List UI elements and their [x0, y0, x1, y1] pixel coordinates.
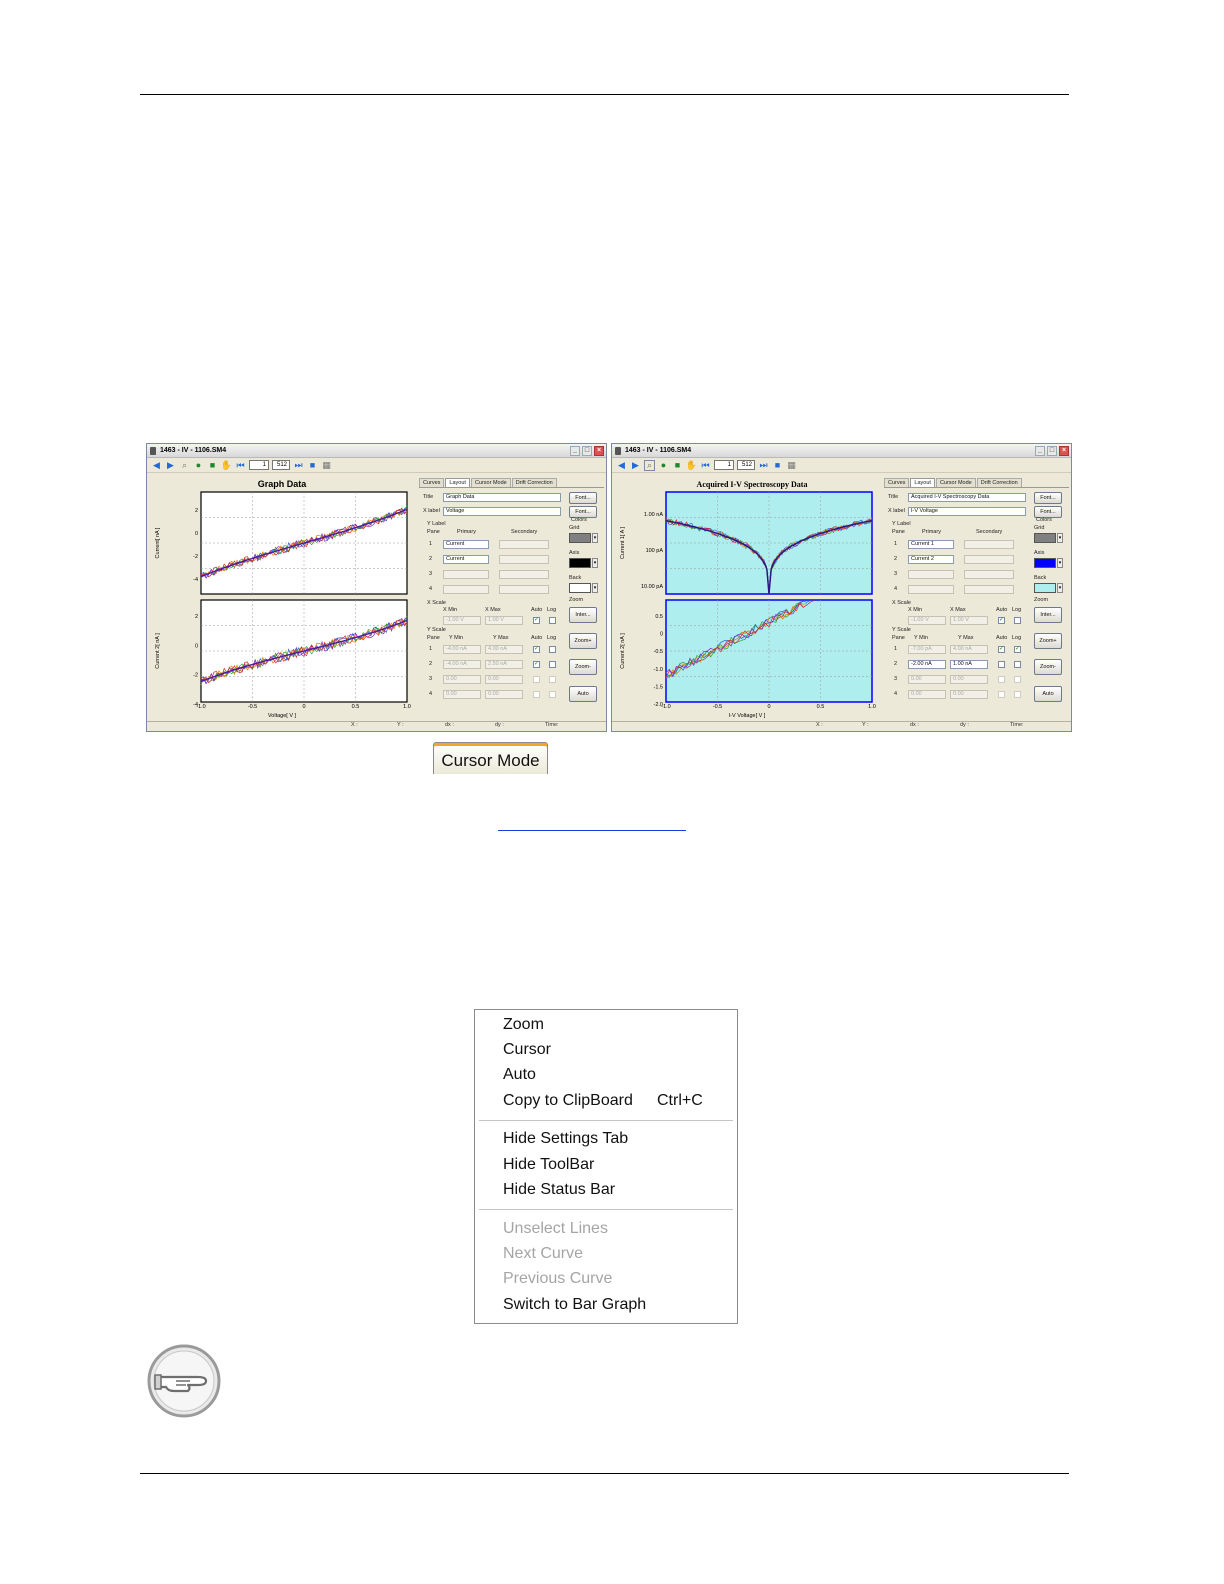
- copy-shortcut: Ctrl+C: [657, 1092, 703, 1109]
- yscale-auto-checkbox[interactable]: ✓: [534, 661, 540, 667]
- yscale-auto-checkbox[interactable]: [998, 691, 1005, 698]
- stop-icon[interactable]: ■: [774, 459, 781, 470]
- y-tick-label: 0: [194, 531, 198, 537]
- secondary-label-input[interactable]: [499, 570, 549, 579]
- cursor-mode-tab[interactable]: [433, 742, 548, 774]
- x-tick-label: 0: [302, 704, 306, 710]
- chevron-down-icon[interactable]: ▾: [1058, 535, 1062, 541]
- toolbar: [147, 458, 606, 473]
- status-time: Time:: [1010, 722, 1024, 728]
- title-font-button[interactable]: Font...: [569, 492, 597, 504]
- chevron-down-icon[interactable]: ▾: [593, 535, 597, 541]
- zoom-in-button[interactable]: Zoom+: [1034, 633, 1062, 649]
- tab-curves[interactable]: Curves: [419, 478, 444, 487]
- y-tick-label: 0: [659, 631, 663, 638]
- menu-item-previous-curve: Previous Curve: [503, 1270, 613, 1287]
- tab-cursor-mode[interactable]: Cursor Mode: [471, 478, 511, 487]
- primary-label-input[interactable]: [443, 570, 489, 579]
- primary-label-input[interactable]: [908, 570, 954, 579]
- title-input[interactable]: Graph Data: [443, 493, 561, 502]
- xlabel-label: X label: [423, 508, 440, 514]
- back-arrow-icon[interactable]: ◀: [618, 459, 625, 470]
- zoom-label: Zoom: [1034, 597, 1049, 603]
- ymax-header: Y Max: [493, 635, 509, 641]
- plot-area[interactable]: [147, 474, 417, 722]
- pane-number: 3: [894, 571, 898, 577]
- maximize-icon[interactable]: □: [1047, 446, 1057, 456]
- pane-number: 4: [894, 691, 898, 697]
- yscale-auto-checkbox[interactable]: ✓: [999, 646, 1005, 652]
- status-bar: [612, 721, 1071, 731]
- title-input[interactable]: Acquired I-V Spectroscopy Data: [908, 493, 1026, 502]
- window-title: 1463 - IV - 1106.SM4: [160, 447, 227, 454]
- secondary-header: Secondary: [511, 529, 538, 535]
- ymax-input[interactable]: 0.00: [950, 690, 988, 699]
- xscale-group-label: X Scale: [427, 600, 446, 606]
- pane-number: 3: [894, 676, 898, 682]
- secondary-label-input[interactable]: [964, 555, 1014, 564]
- xlabel-font-button[interactable]: Font...: [569, 506, 597, 518]
- y-tick-label: 0: [194, 643, 198, 650]
- back-label: Back: [569, 575, 582, 581]
- axis-label: Axis: [569, 550, 580, 556]
- forward-arrow-icon[interactable]: ▶: [632, 459, 639, 470]
- xmax-input[interactable]: 1.00 V: [950, 616, 988, 625]
- grid-color-swatch[interactable]: [569, 533, 591, 543]
- yscale-log-checkbox[interactable]: [549, 676, 556, 683]
- status-dx: dx :: [445, 722, 454, 728]
- menu-item-hide-status-bar[interactable]: Hide Status Bar: [503, 1181, 616, 1198]
- cursor-target-icon[interactable]: ●: [195, 459, 202, 470]
- axis-color-swatch[interactable]: [1034, 558, 1056, 568]
- x-tick-label: -0.5: [712, 704, 723, 710]
- xscale-auto-checkbox[interactable]: ✓: [534, 617, 540, 623]
- bottom-pane-frame[interactable]: [666, 600, 872, 702]
- yscale-log-checkbox[interactable]: [1014, 661, 1021, 668]
- menu-item-switch-bar-graph[interactable]: Switch to Bar Graph: [503, 1296, 647, 1313]
- y-tick-label: -4: [193, 702, 198, 708]
- auto-header: Auto: [531, 635, 543, 641]
- yscale-auto-checkbox[interactable]: [533, 691, 540, 698]
- xlabel-label: X label: [888, 508, 905, 514]
- settings-panel: [419, 478, 604, 722]
- xscale-group-label: X Scale: [892, 600, 911, 606]
- xmin-header: X Min: [443, 607, 458, 613]
- pane-header: Pane: [892, 529, 905, 535]
- chevron-down-icon[interactable]: ▾: [593, 585, 597, 591]
- tab-layout[interactable]: Layout: [445, 478, 470, 487]
- primary-header: Primary: [457, 529, 476, 535]
- ylabel-group-label: Y Label: [427, 521, 446, 527]
- primary-label-input[interactable]: Current: [443, 555, 489, 564]
- zoom-out-button[interactable]: Zoom-: [569, 659, 597, 675]
- pane-number: 2: [429, 556, 433, 562]
- menu-item-auto[interactable]: Auto: [503, 1066, 536, 1083]
- log-header: Log: [547, 635, 557, 641]
- graph-title: Graph Data: [257, 479, 307, 489]
- inter-button[interactable]: Inter...: [1034, 607, 1062, 623]
- y-tick-label: -4: [193, 577, 198, 583]
- yscale-log-checkbox[interactable]: [1014, 691, 1021, 698]
- colors-label: Colors: [1036, 517, 1052, 523]
- y-axis-label-top: Current 1[ A ]: [620, 526, 626, 560]
- secondary-label-input[interactable]: [964, 540, 1014, 549]
- y-axis-label-top: Current[ nA ]: [155, 527, 161, 559]
- pane-header: Pane: [427, 529, 440, 535]
- y-tick-label: -2.0: [653, 702, 663, 708]
- axis-label: Axis: [1034, 550, 1045, 556]
- zoom-in-button[interactable]: Zoom+: [569, 633, 597, 649]
- window-title: 1463 - IV - 1106.SM4: [625, 447, 692, 454]
- primary-label-input[interactable]: Current 2: [908, 555, 954, 564]
- xmin-input[interactable]: -1.00 V: [443, 616, 481, 625]
- hand-pan-icon[interactable]: ✋: [220, 459, 233, 470]
- y-tick-label: -0.5: [653, 649, 663, 656]
- frame-current-field[interactable]: 1: [714, 460, 734, 470]
- yscale-log-checkbox[interactable]: ✓: [1015, 646, 1021, 652]
- x-tick-label: 1.0: [868, 704, 876, 710]
- ymax-input[interactable]: 4.00 nA: [485, 645, 523, 654]
- menu-item-hide-settings-tab[interactable]: Hide Settings Tab: [503, 1130, 629, 1147]
- camera-icon[interactable]: ■: [209, 459, 216, 470]
- tab-curves[interactable]: Curves: [884, 478, 909, 487]
- y-tick-label: -1.5: [653, 684, 663, 691]
- y-axis-label-bottom: Current 2[ nA ]: [620, 633, 626, 669]
- primary-label-input[interactable]: [908, 585, 954, 594]
- y-tick-label: -1.0: [653, 666, 663, 673]
- x-tick-label: 1.0: [403, 704, 411, 710]
- zoom-icon[interactable]: ⌕: [644, 460, 655, 471]
- back-color-swatch[interactable]: [569, 583, 591, 593]
- frame-total-field: 512: [272, 460, 290, 470]
- auto-header: Auto: [996, 607, 1008, 613]
- frame-current-field[interactable]: 1: [249, 460, 269, 470]
- inter-button[interactable]: Inter...: [569, 607, 597, 623]
- y-axis-label-bottom: Current 2[ nA ]: [155, 633, 161, 669]
- xscale-log-checkbox[interactable]: [1014, 617, 1021, 624]
- menu-item-cursor[interactable]: Cursor: [503, 1041, 552, 1058]
- yscale-auto-checkbox[interactable]: [533, 676, 540, 683]
- secondary-header: Secondary: [976, 529, 1003, 535]
- zoom-label: Zoom: [569, 597, 584, 603]
- pointing-hand-note-icon: [146, 1343, 222, 1419]
- x-axis-label: I-V Voltage[ V ]: [728, 713, 766, 719]
- y-tick-label: 100 pA: [645, 548, 663, 554]
- pane-number: 1: [894, 646, 898, 652]
- settings-tabs: [884, 478, 1069, 488]
- y-tick-label: 10.00 pA: [640, 584, 663, 590]
- yscale-auto-checkbox[interactable]: ✓: [534, 646, 540, 652]
- auto-button[interactable]: Auto: [569, 686, 597, 702]
- plot-svg[interactable]: [147, 474, 417, 722]
- top-pane-frame[interactable]: [666, 492, 872, 594]
- x-axis-label: Voltage[ V ]: [267, 713, 297, 719]
- graph-window-right: [611, 443, 1072, 732]
- app-icon: [150, 447, 156, 455]
- ymin-input[interactable]: -2.00 nA: [908, 660, 946, 669]
- app-icon: [615, 447, 621, 455]
- x-tick-label: 0.5: [816, 704, 825, 710]
- pane-number: 1: [894, 541, 898, 547]
- yscale-log-checkbox[interactable]: [549, 661, 556, 668]
- xmax-header: X Max: [485, 607, 501, 613]
- ymin-input[interactable]: -7.00 pA: [908, 645, 946, 654]
- xlabel-input[interactable]: I-V Voltage: [908, 507, 1026, 516]
- y-tick-label: -2: [193, 672, 198, 679]
- secondary-label-input[interactable]: [499, 540, 549, 549]
- status-y: Y :: [862, 722, 869, 728]
- close-icon[interactable]: ×: [1059, 446, 1069, 456]
- cursor-mode-tab-label: Cursor Mode: [441, 751, 540, 770]
- menu-item-hide-toolbar[interactable]: Hide ToolBar: [503, 1156, 595, 1173]
- toolbar: [612, 458, 1071, 473]
- pane-number: 3: [429, 676, 433, 682]
- xmin-input[interactable]: -1.00 V: [908, 616, 946, 625]
- ymin-input[interactable]: 0.00: [443, 675, 481, 684]
- pane-number: 2: [894, 556, 898, 562]
- menu-item-zoom[interactable]: Zoom: [503, 1016, 544, 1033]
- status-bar: [147, 721, 606, 731]
- menu-item-copy-clipboard[interactable]: Copy to ClipBoard: [503, 1092, 633, 1109]
- first-frame-icon[interactable]: ⏮: [701, 459, 710, 470]
- settings-panel-icon[interactable]: ▦: [787, 459, 796, 470]
- primary-header: Primary: [922, 529, 941, 535]
- y-tick-label: -2: [193, 554, 198, 560]
- forward-arrow-icon[interactable]: ▶: [167, 459, 174, 470]
- yscale-auto-checkbox[interactable]: [998, 676, 1005, 683]
- tab-drift-correction[interactable]: Drift Correction: [512, 478, 557, 487]
- last-frame-icon[interactable]: ⏭: [294, 459, 303, 470]
- status-x: X :: [351, 722, 358, 728]
- settings-panel-icon[interactable]: ▦: [322, 459, 331, 470]
- yscale-log-checkbox[interactable]: [549, 646, 556, 653]
- x-tick-label: 0: [767, 704, 771, 710]
- pane-header: Pane: [427, 635, 440, 641]
- primary-label-input[interactable]: [443, 585, 489, 594]
- menu-separator: [479, 1209, 733, 1210]
- ymax-input[interactable]: 1.00 nA: [950, 660, 988, 669]
- pane-header: Pane: [892, 635, 905, 641]
- xmin-header: X Min: [908, 607, 923, 613]
- back-label: Back: [1034, 575, 1047, 581]
- pane-number: 1: [429, 541, 433, 547]
- chevron-down-icon[interactable]: ▾: [1058, 585, 1062, 591]
- maximize-icon[interactable]: □: [582, 446, 592, 456]
- frame-total-field: 512: [737, 460, 755, 470]
- graph-window-left: [146, 443, 607, 732]
- ymin-input[interactable]: 0.00: [443, 690, 481, 699]
- log-header: Log: [1012, 607, 1022, 613]
- ymin-header: Y Min: [449, 635, 463, 641]
- y-tick-label: 2: [194, 614, 198, 620]
- colors-label: Colors: [571, 517, 587, 523]
- xmax-input[interactable]: 1.00 V: [485, 616, 523, 625]
- axis-color-swatch[interactable]: [569, 558, 591, 568]
- settings-panel: [884, 478, 1069, 722]
- log-header: Log: [547, 607, 557, 613]
- tab-layout[interactable]: Layout: [910, 478, 935, 487]
- xlabel-font-button[interactable]: Font...: [1034, 506, 1062, 518]
- log-header: Log: [1012, 635, 1022, 641]
- ymax-input[interactable]: 2.50 nA: [485, 660, 523, 669]
- cursor-target-icon[interactable]: ●: [660, 459, 667, 470]
- status-y: Y :: [397, 722, 404, 728]
- y-tick-label: 2: [194, 508, 198, 514]
- stop-icon[interactable]: ■: [309, 459, 316, 470]
- first-frame-icon[interactable]: ⏮: [236, 459, 245, 470]
- title-label: Title: [888, 494, 899, 500]
- chevron-down-icon[interactable]: ▾: [1058, 560, 1062, 566]
- chevron-down-icon[interactable]: ▾: [593, 560, 597, 566]
- menu-separator: [479, 1120, 733, 1121]
- grid-label: Grid: [569, 525, 580, 531]
- tab-cursor-mode[interactable]: Cursor Mode: [936, 478, 976, 487]
- ymin-header: Y Min: [914, 635, 928, 641]
- ymin-input[interactable]: -4.00 nA: [443, 645, 481, 654]
- status-dx: dx :: [910, 722, 919, 728]
- minimize-icon[interactable]: _: [1035, 446, 1045, 456]
- secondary-label-input[interactable]: [499, 585, 549, 594]
- yscale-group-label: Y Scale: [427, 627, 446, 633]
- ymin-input[interactable]: -4.00 nA: [443, 660, 481, 669]
- yscale-log-checkbox[interactable]: [1014, 676, 1021, 683]
- pane-number: 4: [429, 586, 433, 592]
- title-label: Title: [423, 494, 434, 500]
- yscale-log-checkbox[interactable]: [549, 691, 556, 698]
- title-font-button[interactable]: Font...: [1034, 492, 1062, 504]
- back-color-swatch[interactable]: [1034, 583, 1056, 593]
- minimize-icon[interactable]: _: [570, 446, 580, 456]
- secondary-label-input[interactable]: [964, 570, 1014, 579]
- secondary-label-input[interactable]: [499, 555, 549, 564]
- status-dy: dy :: [495, 722, 504, 728]
- ymax-input[interactable]: 0.00: [485, 675, 523, 684]
- pane-number: 2: [429, 661, 433, 667]
- ymin-input[interactable]: 0.00: [908, 690, 946, 699]
- tab-drift-correction[interactable]: Drift Correction: [977, 478, 1022, 487]
- status-x: X :: [816, 722, 823, 728]
- plot-area[interactable]: [612, 474, 882, 722]
- ymax-header: Y Max: [958, 635, 974, 641]
- pane-number: 1: [429, 646, 433, 652]
- window-titlebar[interactable]: [147, 444, 606, 458]
- x-tick-label: 0.5: [351, 704, 360, 710]
- secondary-label-input[interactable]: [964, 585, 1014, 594]
- auto-header: Auto: [531, 607, 543, 613]
- x-tick-label: -0.5: [247, 704, 258, 710]
- graph-title: Acquired I-V Spectroscopy Data: [696, 480, 808, 489]
- menu-item-next-curve: Next Curve: [503, 1245, 584, 1262]
- ylabel-group-label: Y Label: [892, 521, 911, 527]
- grid-color-swatch[interactable]: [1034, 533, 1056, 543]
- primary-label-input[interactable]: Current: [443, 540, 489, 549]
- xscale-auto-checkbox[interactable]: ✓: [999, 617, 1005, 623]
- grid-label: Grid: [1034, 525, 1045, 531]
- status-time: Time:: [545, 722, 559, 728]
- x-tick-label: -1.0: [661, 704, 671, 710]
- ymin-input[interactable]: 0.00: [908, 675, 946, 684]
- last-frame-icon[interactable]: ⏭: [759, 459, 768, 470]
- pane-number: 4: [429, 691, 433, 697]
- camera-icon[interactable]: ■: [674, 459, 681, 470]
- pane-number: 2: [894, 661, 898, 667]
- plot-svg[interactable]: [612, 474, 882, 722]
- x-tick-label: -1.0: [196, 704, 206, 710]
- settings-tabs: [419, 478, 604, 488]
- close-icon[interactable]: ×: [594, 446, 604, 456]
- yscale-auto-checkbox[interactable]: [998, 661, 1005, 668]
- ymax-input[interactable]: 0.00: [485, 690, 523, 699]
- menu-item-unselect-lines: Unselect Lines: [503, 1220, 608, 1237]
- auto-button[interactable]: Auto: [1034, 686, 1062, 702]
- header-rule: [140, 94, 1069, 95]
- back-arrow-icon[interactable]: ◀: [153, 459, 160, 470]
- pane-number: 4: [894, 586, 898, 592]
- auto-header: Auto: [996, 635, 1008, 641]
- xmax-header: X Max: [950, 607, 966, 613]
- ymax-input[interactable]: 4.00 nA: [950, 645, 988, 654]
- window-titlebar[interactable]: [612, 444, 1071, 458]
- primary-label-input[interactable]: Current 1: [908, 540, 954, 549]
- y-tick-label: 1.00 nA: [644, 512, 663, 518]
- ymax-input[interactable]: 0.00: [950, 675, 988, 684]
- pane-number: 3: [429, 571, 433, 577]
- zoom-icon[interactable]: ⌕: [181, 459, 188, 470]
- hand-pan-icon[interactable]: ✋: [685, 459, 698, 470]
- status-dy: dy :: [960, 722, 969, 728]
- footer-rule: [140, 1473, 1069, 1474]
- xscale-log-checkbox[interactable]: [549, 617, 556, 624]
- y-tick-label: 0.5: [655, 614, 663, 620]
- hyperlink-underline[interactable]: [498, 830, 686, 831]
- xlabel-input[interactable]: Voltage: [443, 507, 561, 516]
- yscale-group-label: Y Scale: [892, 627, 911, 633]
- context-menu: [474, 1009, 738, 1324]
- zoom-out-button[interactable]: Zoom-: [1034, 659, 1062, 675]
